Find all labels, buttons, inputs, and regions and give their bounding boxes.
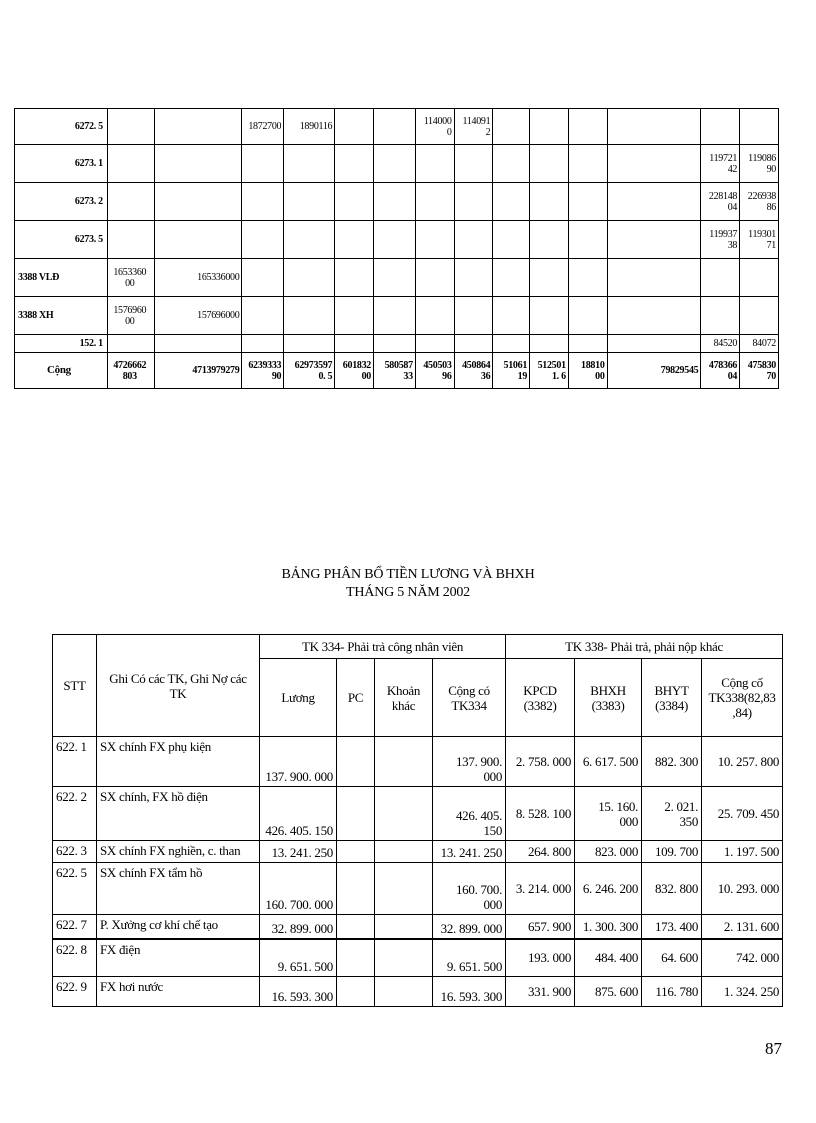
value-cell: 226938 86 [740,183,779,221]
value-cell [530,297,569,335]
value-cell [107,183,154,221]
value-cell: 84520 [701,335,740,353]
table-row [15,297,779,335]
value-cell [284,145,335,183]
value-cell [607,335,701,353]
cell-khac [375,939,433,977]
value-cell [374,297,416,335]
cell-stt: 622. 5 [53,863,97,915]
cell-khac [375,737,433,787]
value-cell [374,259,416,297]
value-cell: 6239333 90 [242,353,284,389]
cost-allocation-table-continued [14,108,779,389]
value-cell [493,221,530,259]
cell-bhyt: 173. 400 [642,915,702,939]
value-cell: 601832 00 [335,353,374,389]
value-cell [530,259,569,297]
cell-desc: FX điện [97,939,260,977]
table-row [53,841,783,863]
value-cell [335,183,374,221]
cell-pc [337,737,375,787]
value-cell [154,183,242,221]
value-cell [107,145,154,183]
cell-bhxh: 15. 160. 000 [575,787,642,841]
value-cell: 51061 19 [493,353,530,389]
cell-cong334: 13. 241. 250 [433,841,506,863]
cell-desc: P. Xưởng cơ khí chế tạo [97,915,260,939]
value-cell [415,145,454,183]
cell-bhxh: 823. 000 [575,841,642,863]
value-cell [154,145,242,183]
table-row [15,145,779,183]
cell-luong: 137. 900. 000 [260,737,337,787]
value-cell [701,259,740,297]
cell-bhxh: 875. 600 [575,977,642,1007]
cell-cong338: 742. 000 [702,939,783,977]
cell-cong334: 32. 899. 000 [433,915,506,939]
value-cell [568,259,607,297]
value-cell [415,183,454,221]
cell-bhyt: 116. 780 [642,977,702,1007]
header-pc: PC [337,659,375,737]
total-row [15,353,779,389]
cell-cong338: 25. 709. 450 [702,787,783,841]
value-cell: 475830 70 [740,353,779,389]
value-cell [740,297,779,335]
value-cell [493,183,530,221]
value-cell [530,221,569,259]
header-description: Ghi Có các TK, Ghi Nợ các TK [97,635,260,737]
cell-pc [337,915,375,939]
value-cell: 119721 42 [701,145,740,183]
row-label: 3388 VLĐ [15,259,108,297]
cell-cong338: 10. 293. 000 [702,863,783,915]
value-cell [454,335,493,353]
value-cell: 228148 04 [701,183,740,221]
row-label: 6273. 5 [15,221,108,259]
value-cell [568,109,607,145]
value-cell [568,145,607,183]
value-cell [607,145,701,183]
cell-cong338: 2. 131. 600 [702,915,783,939]
header-khoan-khac: Khoản khác [375,659,433,737]
row-label: Cộng [15,353,108,389]
cell-kpcd: 264. 800 [506,841,575,863]
cell-luong: 9. 651. 500 [260,939,337,977]
value-cell: 450864 36 [454,353,493,389]
cell-khac [375,841,433,863]
cell-stt: 622. 7 [53,915,97,939]
table-row [53,863,783,915]
value-cell: 4726662 803 [107,353,154,389]
cell-luong: 160. 700. 000 [260,863,337,915]
table-row [53,787,783,841]
header-group-tk338: TK 338- Phải trả, phải nộp khác [506,635,783,659]
cell-cong334: 16. 593. 300 [433,977,506,1007]
cell-bhyt: 64. 600 [642,939,702,977]
value-cell [454,145,493,183]
value-cell [242,145,284,183]
cell-kpcd: 8. 528. 100 [506,787,575,841]
cell-cong338: 10. 257. 800 [702,737,783,787]
cell-bhxh: 1. 300. 300 [575,915,642,939]
value-cell: 450503 96 [415,353,454,389]
value-cell [701,297,740,335]
value-cell [530,109,569,145]
value-cell [284,183,335,221]
cell-luong: 16. 593. 300 [260,977,337,1007]
cell-bhxh: 6. 246. 200 [575,863,642,915]
value-cell [154,109,242,145]
value-cell [335,335,374,353]
value-cell [607,221,701,259]
cell-stt: 622. 8 [53,939,97,977]
header-cong-co-tk338: Cộng cố TK338(82,83 ,84) [702,659,783,737]
cell-stt: 622. 3 [53,841,97,863]
value-cell [284,297,335,335]
cell-cong334: 426. 405. 150 [433,787,506,841]
header-kpcd: KPCD (3382) [506,659,575,737]
cell-luong: 32. 899. 000 [260,915,337,939]
value-cell: 114091 2 [454,109,493,145]
table-row [15,335,779,353]
value-cell: 580587 33 [374,353,416,389]
header-group-tk334: TK 334- Phải trả công nhân viên [260,635,506,659]
value-cell [568,335,607,353]
report-title: BẢNG PHÂN BỔ TIỀN LƯƠNG VÀ BHXH [281,567,535,582]
cell-bhxh: 484. 400 [575,939,642,977]
row-label: 6273. 1 [15,145,108,183]
cell-khac [375,787,433,841]
value-cell [335,221,374,259]
cell-kpcd: 331. 900 [506,977,575,1007]
table-row [53,939,783,977]
table-row [15,109,779,145]
value-cell [454,183,493,221]
header-cong-co-tk334: Cộng có TK334 [433,659,506,737]
value-cell [335,259,374,297]
cell-desc: SX chính FX phụ kiện [97,737,260,787]
table-row [53,737,783,787]
table-row [53,977,783,1007]
cell-stt: 622. 1 [53,737,97,787]
value-cell [415,259,454,297]
value-cell [493,109,530,145]
value-cell [242,335,284,353]
cell-luong: 13. 241. 250 [260,841,337,863]
cell-bhyt: 2. 021. 350 [642,787,702,841]
value-cell: 157696000 [154,297,242,335]
row-label: 152. 1 [15,335,108,353]
value-cell: 1890116 [284,109,335,145]
cell-kpcd: 193. 000 [506,939,575,977]
value-cell [607,183,701,221]
value-cell [415,335,454,353]
value-cell: 478366 04 [701,353,740,389]
cell-luong: 426. 405. 150 [260,787,337,841]
value-cell [530,335,569,353]
value-cell [284,259,335,297]
value-cell [335,145,374,183]
cell-kpcd: 3. 214. 000 [506,863,575,915]
header-bhyt: BHYT (3384) [642,659,702,737]
value-cell: 165336000 [154,259,242,297]
value-cell: 79829545 [607,353,701,389]
value-cell [607,297,701,335]
value-cell [607,259,701,297]
value-cell [242,259,284,297]
value-cell [530,183,569,221]
value-cell: 1653360 00 [107,259,154,297]
value-cell [374,335,416,353]
value-cell [493,145,530,183]
header-stt: STT [53,635,97,737]
cell-cong334: 9. 651. 500 [433,939,506,977]
page-number: 87 [765,1039,782,1058]
value-cell [335,109,374,145]
cell-pc [337,863,375,915]
header-luong: Lương [260,659,337,737]
value-cell: 114000 0 [415,109,454,145]
value-cell: 512501 1. 6 [530,353,569,389]
cell-pc [337,977,375,1007]
cell-cong334: 160. 700. 000 [433,863,506,915]
value-cell: 1872700 [242,109,284,145]
value-cell [568,221,607,259]
report-subtitle: THÁNG 5 NĂM 2002 [346,585,470,600]
value-cell [335,297,374,335]
cell-desc: SX chính FX tẩm hồ [97,863,260,915]
value-cell [154,221,242,259]
cell-pc [337,841,375,863]
table-row [53,915,783,939]
value-cell: 119301 71 [740,221,779,259]
value-cell [374,145,416,183]
cell-bhyt: 882. 300 [642,737,702,787]
table-row [15,259,779,297]
cell-cong338: 1. 197. 500 [702,841,783,863]
cell-cong338: 1. 324. 250 [702,977,783,1007]
table-row [15,221,779,259]
cell-kpcd: 657. 900 [506,915,575,939]
cell-desc: SX chính, FX hồ điện [97,787,260,841]
value-cell [493,259,530,297]
value-cell [154,335,242,353]
cell-pc [337,787,375,841]
value-cell [415,297,454,335]
cell-desc: SX chính FX nghiền, c. than [97,841,260,863]
cell-khac [375,977,433,1007]
value-cell [374,109,416,145]
value-cell [568,183,607,221]
value-cell [568,297,607,335]
value-cell [415,221,454,259]
table-row [15,183,779,221]
cell-pc [337,939,375,977]
value-cell [493,335,530,353]
value-cell [701,109,740,145]
value-cell [530,145,569,183]
value-cell: 84072 [740,335,779,353]
cell-kpcd: 2. 758. 000 [506,737,575,787]
value-cell [607,109,701,145]
value-cell [740,109,779,145]
cell-cong334: 137. 900. 000 [433,737,506,787]
header-bhxh: BHXH (3383) [575,659,642,737]
value-cell [454,297,493,335]
cell-stt: 622. 2 [53,787,97,841]
value-cell [454,221,493,259]
value-cell [242,221,284,259]
value-cell: 1576960 00 [107,297,154,335]
row-label: 3388 XH [15,297,108,335]
value-cell: 4713979279 [154,353,242,389]
value-cell: 18810 00 [568,353,607,389]
cell-bhyt: 109. 700 [642,841,702,863]
cell-khac [375,915,433,939]
cell-bhxh: 6. 617. 500 [575,737,642,787]
cell-bhyt: 832. 800 [642,863,702,915]
value-cell: 119937 38 [701,221,740,259]
value-cell [284,335,335,353]
cell-desc: FX hơi nước [97,977,260,1007]
value-cell [454,259,493,297]
salary-allocation-table [52,634,783,1007]
value-cell: 62973597 0. 5 [284,353,335,389]
value-cell [493,297,530,335]
value-cell [107,109,154,145]
value-cell [740,259,779,297]
value-cell [242,297,284,335]
row-label: 6272. 5 [15,109,108,145]
value-cell [107,335,154,353]
cell-stt: 622. 9 [53,977,97,1007]
cell-khac [375,863,433,915]
value-cell [374,183,416,221]
value-cell [284,221,335,259]
row-label: 6273. 2 [15,183,108,221]
value-cell [242,183,284,221]
value-cell [107,221,154,259]
value-cell [374,221,416,259]
value-cell: 119086 90 [740,145,779,183]
